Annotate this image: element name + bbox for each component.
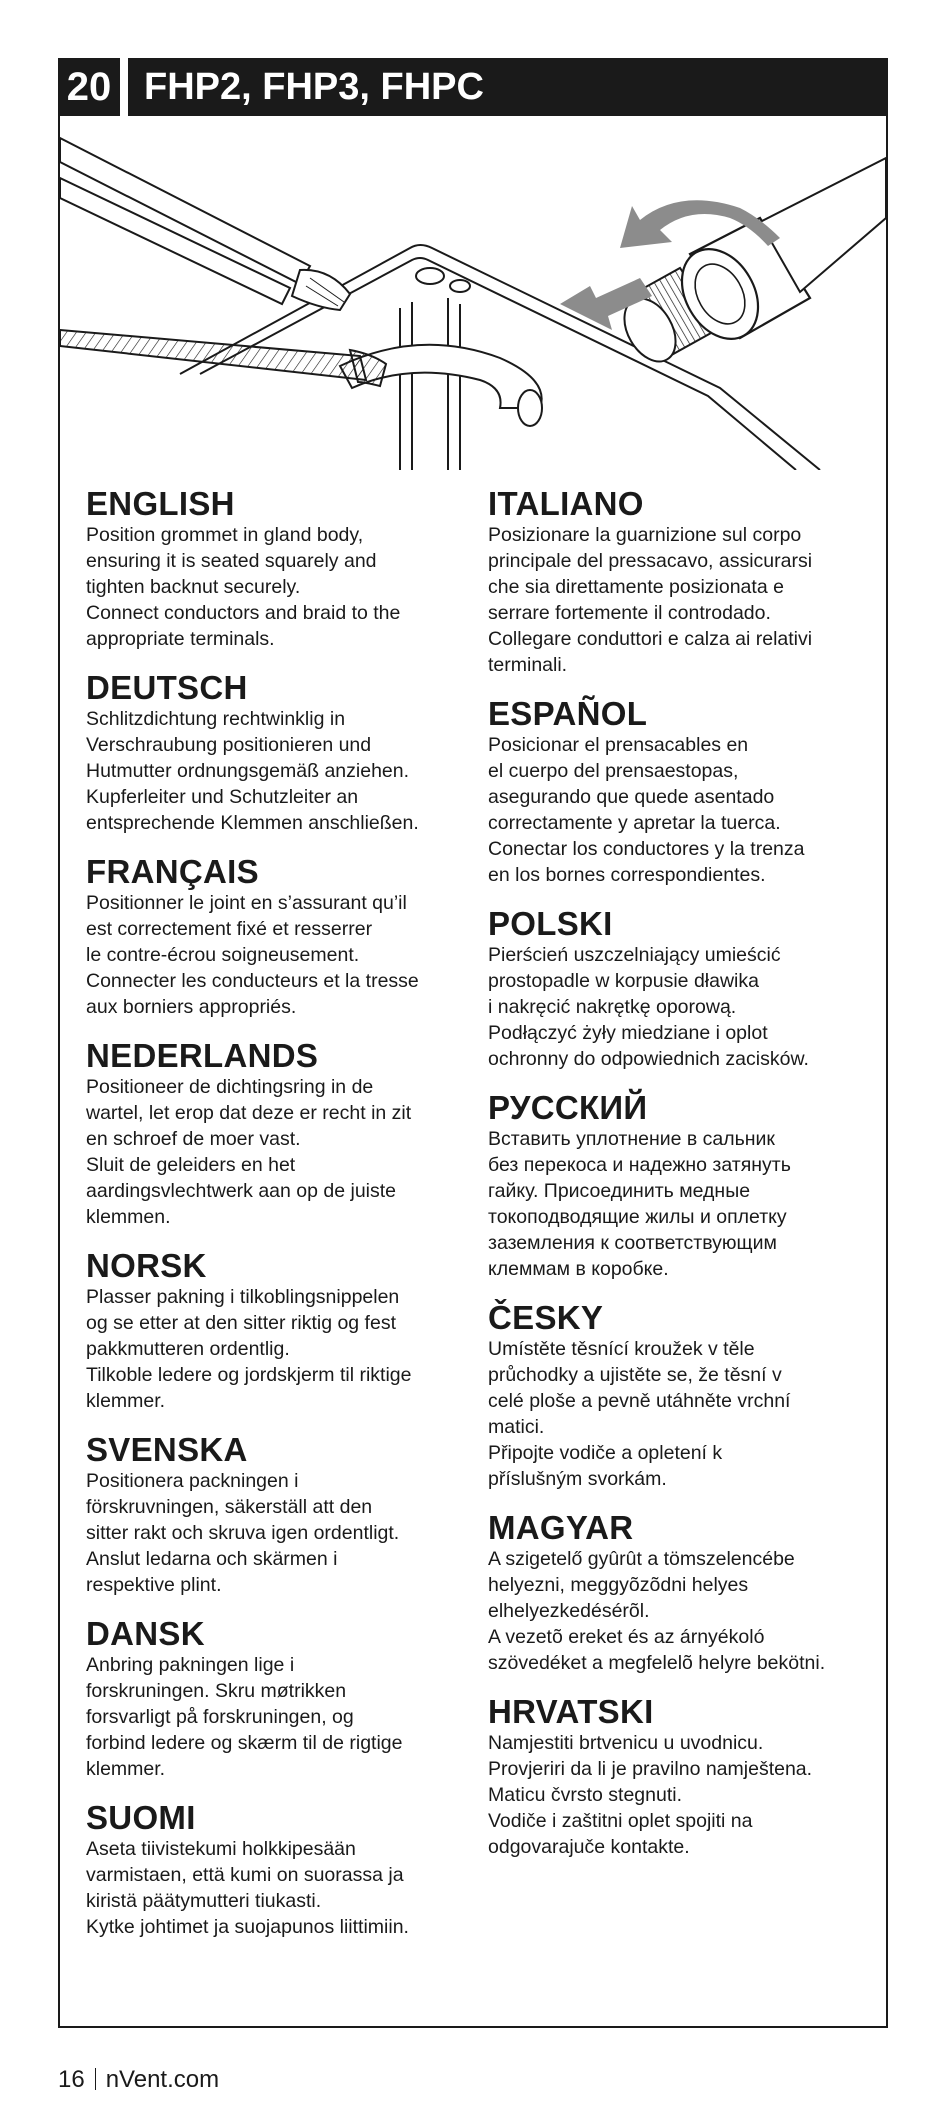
enclosure-hole (450, 280, 470, 292)
brush (292, 270, 350, 310)
instruction-text: Umístěte těsnící kroužek v těle průchodky a ujistěte se, že těsní v celé ploše a pevně utáhněte vrchní matici. Připojte vodiče a opletení k příslušným svorkám. (488, 1338, 791, 1490)
instruction-text: Positionera packningen i förskruvningen, säkerställ att den sitter rakt och skruva igen ordentligt. Anslut ledarna och skärmen i respektive plint. (86, 1470, 400, 1596)
language-heading: NEDERLANDS (86, 1037, 319, 1074)
section-italiano (488, 486, 868, 678)
language-heading: ITALIANO (488, 485, 644, 522)
language-heading: POLSKI (488, 905, 613, 942)
instruction-text: Position grommet in gland body, ensuring it is seated squarely and tighten backnut securely. Connect conductors and braid to the appropriate terminals. (86, 524, 401, 650)
language-heading: ESPAÑOL (488, 695, 648, 732)
language-heading: ČESKY (488, 1299, 604, 1336)
section-dansk (86, 1616, 466, 1782)
instruction-text: Namjestiti brtvenicu u uvodnicu. Provjeriri da li je pravilno namještena. Maticu čvrsto stegnuti. Vodiče i zaštitni oplet spojiti na odgovarajuče kontakte. (488, 1732, 813, 1858)
instruction-text: Posizionare la guarnizione sul corpo principale del pressacavo, assicurarsi che sia direttamente posizionata e serrare fortemente il controdado. Collegare conduttori e calza ai relativi terminali. (488, 524, 813, 676)
language-heading: SUOMI (86, 1799, 196, 1836)
language-heading: NORSK (86, 1247, 207, 1284)
instruction-text: Positioneer de dichtingsring in de wartel, let erop dat deze er recht in zit en schroef de moer vast. Sluit de geleiders en het aardingsvlechtwerk aan op de juiste klemmen. (86, 1076, 412, 1228)
language-heading: DANSK (86, 1615, 205, 1652)
enclosure-hole (416, 268, 444, 284)
language-heading: FRANÇAIS (86, 853, 259, 890)
page-footer (58, 2066, 219, 2094)
section-cesky (488, 1300, 868, 1492)
braided-cable (60, 330, 366, 380)
language-heading: HRVATSKI (488, 1693, 654, 1730)
cable-gland-assembly-illustration (60, 118, 886, 470)
instruction-text: Anbring pakningen lige i forskruningen. Skru møtrikken forsvarligt på forskruningen, og forbind ledere og skærm til de rigtige klemmer. (86, 1654, 403, 1780)
instruction-text: Schlitzdichtung rechtwinklig in Verschraubung positionieren und Hutmutter ordnungsgemäß anziehen. Kupferleiter und Schutzleiter an entsprechende Klemmen anschließen. (86, 708, 419, 834)
section-deutsch (86, 670, 466, 836)
page-number: 16 (58, 2066, 85, 2093)
language-heading: SVENSKA (86, 1431, 248, 1468)
page-title: FHP2, FHP3, FHPC (144, 66, 484, 108)
language-heading: MAGYAR (488, 1509, 634, 1546)
section-polski (488, 906, 868, 1072)
language-heading: РУССКИЙ (488, 1089, 648, 1126)
section-russkiy (488, 1090, 868, 1282)
section-francais (86, 854, 466, 1020)
language-heading: DEUTSCH (86, 669, 248, 706)
section-nederlands (86, 1038, 466, 1230)
gland-fitting (614, 158, 886, 370)
section-espanol (488, 696, 868, 888)
footer-divider (95, 2068, 96, 2090)
section-suomi (86, 1800, 466, 1940)
section-norsk (86, 1248, 466, 1414)
section-hrvatski (488, 1694, 868, 1860)
step-number: 20 (58, 58, 120, 116)
instruction-text: A szigetelő gyûrût a tömszelencébe helyezni, meggyõzõdni helyes elhelyezkedésérõl. A vezetõ ereket és az árnyékoló szövedéket a megfelelõ helyre bekötni. (488, 1548, 826, 1674)
section-english (86, 486, 466, 652)
instruction-text: Posicionar el prensacables en el cuerpo del prensaestopas, asegurando que quede asentado correctamente y apretar la tuerca. Conectar los conductores y la trenza en los bornes correspondientes. (488, 734, 805, 886)
footer-website: nVent.com (105, 2066, 220, 2093)
section-svenska (86, 1432, 466, 1598)
instruction-text: Aseta tiivistekumi holkkipesään varmistaen, että kumi on suorassa ja kiristä päätymutteri tiukasti. Kytke johtimet ja suojapunos liittimiin. (86, 1838, 409, 1938)
section-magyar (488, 1510, 868, 1676)
instruction-text: Plasser pakning i tilkoblingsnippelen og se etter at den sitter riktig og fest pakkmutteren ordentlig. Tilkoble ledere og jordskjerm til riktige klemmer. (86, 1286, 412, 1412)
header-separator (120, 58, 128, 116)
instructions-right-column (488, 486, 868, 1878)
step-header (58, 58, 888, 116)
instructions-left-column (86, 486, 466, 1958)
instruction-text: Вставить уплотнение в сальник без перекоса и надежно затянуть гайку. Присоединить медные токоподводящие жилы и оплетку заземления к соответствующим клеммам в коробке. (488, 1128, 791, 1280)
instruction-text: Positionner le joint en s’assurant qu’il est correctement fixé et resserrer le contre-écrou soigneusement. Connecter les conducteurs et la tresse aux borniers appropriés. (86, 892, 419, 1018)
language-heading: ENGLISH (86, 485, 235, 522)
instruction-text: Pierścień uszczelniający umieścić prostopadle w korpusie dławika i nakręcić nakrętkę oporową. Podłączyć żyły miedziane i oplot ochronny do odpowiednich zacisków. (488, 944, 809, 1070)
